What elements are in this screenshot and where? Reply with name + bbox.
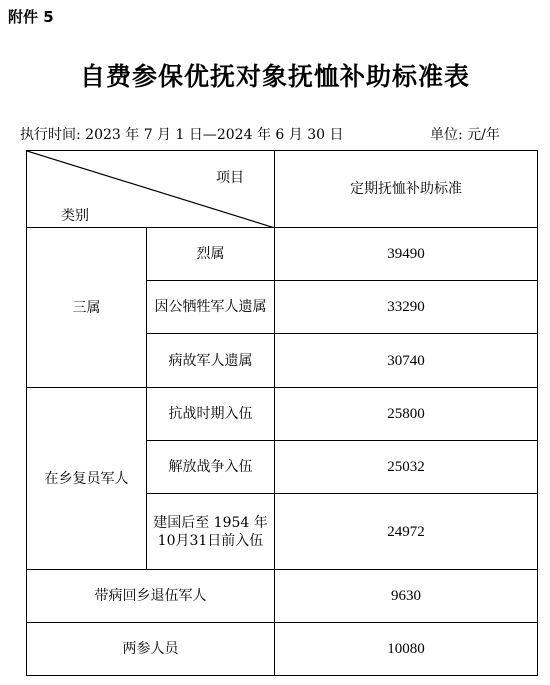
row-value: 30740 — [275, 334, 538, 388]
row-value: 33290 — [275, 281, 538, 334]
table-row — [27, 388, 538, 441]
table-row — [27, 570, 538, 623]
row-label: 因公牺牲军人遗属 — [147, 281, 275, 334]
group-name: 三属 — [27, 228, 147, 388]
row-value: 9630 — [275, 570, 538, 623]
row-label: 病故军人遗属 — [147, 334, 275, 388]
header-row — [27, 151, 538, 228]
header-standard: 定期抚恤补助标准 — [275, 151, 538, 228]
row-label: 抗战时期入伍 — [147, 388, 275, 441]
annex-label: 附件 5 — [8, 8, 54, 26]
header-category: 类别 — [61, 208, 89, 224]
row-label: 建国后至 1954 年10月31日前入伍 — [147, 494, 275, 570]
unit-label: 单位: 元/年 — [430, 127, 500, 143]
row-value: 24972 — [275, 494, 538, 570]
diagonal-header-cell — [27, 151, 275, 228]
row-label: 带病回乡退伍军人 — [27, 570, 275, 623]
row-label: 烈属 — [147, 228, 275, 281]
row-label: 两参人员 — [27, 623, 275, 676]
row-label: 解放战争入伍 — [147, 441, 275, 494]
row-value: 25800 — [275, 388, 538, 441]
row-value: 39490 — [275, 228, 538, 281]
row-value: 25032 — [275, 441, 538, 494]
execution-period: 执行时间: 2023 年 7 月 1 日—2024 年 6 月 30 日 — [20, 127, 344, 143]
page-title: 自费参保优抚对象抚恤补助标准表 — [79, 62, 470, 91]
subsidy-standard-table — [26, 150, 538, 676]
table-row — [27, 228, 538, 281]
table-row — [27, 623, 538, 676]
group-name: 在乡复员军人 — [27, 388, 147, 570]
row-value: 10080 — [275, 623, 538, 676]
header-item: 项目 — [216, 170, 244, 186]
